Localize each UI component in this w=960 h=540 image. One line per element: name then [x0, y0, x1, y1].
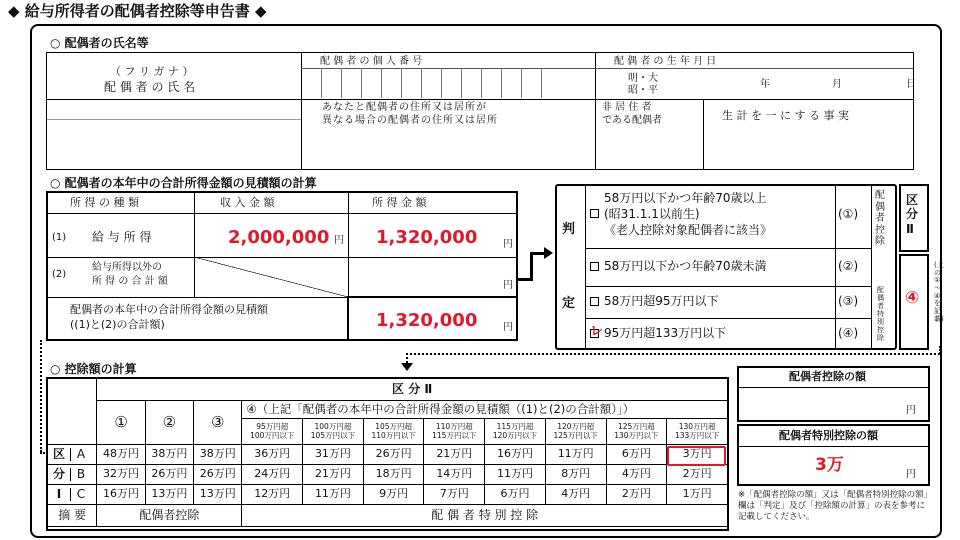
deduction-cell: 13万円 — [194, 485, 242, 505]
judgment-side-1: 判 — [562, 222, 576, 237]
salary-income-value[interactable]: 2,000,000 — [228, 227, 330, 248]
row1-number: (1) — [52, 232, 67, 243]
vertical-label-special: 配偶者特別控除 — [877, 286, 884, 343]
deduction-cell: 13万円 — [145, 485, 193, 505]
result-note: ※「配偶者控除の額」又は「配偶者特別控除の額」欄は「判定」及び「控除額の計算」の表を参考に記載してください。 — [738, 490, 928, 523]
deduction-cell: 6万円 — [606, 445, 667, 465]
option1-number: (①) — [838, 207, 859, 221]
total-amount-value[interactable]: 1,320,000 — [376, 310, 478, 331]
deduction-cell: 3万円 — [667, 445, 728, 465]
table-row — [48, 485, 728, 505]
era1: 明・大 — [628, 73, 658, 84]
deduction-cell: 32万円 — [97, 465, 145, 485]
down-arrow-head — [401, 363, 413, 371]
row2-label-2: 所 得 の 合 計 額 — [92, 276, 168, 287]
row-key: B — [70, 468, 91, 481]
option1-line-c: 《老人控除対象配偶者に該当》 — [604, 223, 773, 237]
total-label-1: 配偶者の本年中の合計所得金額の見積額 — [70, 303, 268, 316]
range-header: 125万円超 130万円以下 — [606, 419, 667, 445]
option1-line-a: 58万円以下かつ年齢70歳以上 — [604, 191, 767, 205]
col4-header: ④（上記「配偶者の本年中の合計所得金額の見積額（(1)と(2)の合計額）」） — [242, 401, 728, 419]
deduction-cell: 14万円 — [424, 465, 485, 485]
special-deduction-unit: 円 — [906, 469, 916, 480]
col1-header: ① — [97, 401, 145, 445]
furigana-label: （ フ リ ガ ナ ） — [110, 65, 194, 78]
salary-amount-value[interactable]: 1,320,000 — [376, 227, 478, 248]
deduction-cell: 8万円 — [545, 465, 606, 485]
deduction-cell: 4万円 — [606, 465, 667, 485]
address-label-1: あなたと配偶者の住所又は居所が — [322, 102, 487, 113]
deduction-cell: 16万円 — [485, 445, 546, 465]
option4-label: 95万円超133万円以下 — [604, 326, 727, 340]
spouse-name-label: 配 偶 者 の 氏 名 — [104, 80, 196, 94]
deduction-cell: 26万円 — [145, 465, 193, 485]
range-header: 110万円超 115万円以下 — [424, 419, 485, 445]
deduction-cell: 4万円 — [545, 485, 606, 505]
deduction-cell: 16万円 — [97, 485, 145, 505]
deduction-cell: 18万円 — [363, 465, 424, 485]
col-income-type: 所 得 の 種 類 — [70, 196, 139, 209]
nonresident-label-1: 非 居 住 者 — [602, 102, 652, 113]
arrow-head — [544, 247, 553, 259]
option4-check-mark: レ — [590, 324, 604, 339]
deduction-cell: 21万円 — [303, 465, 364, 485]
deduction-cell: 9万円 — [363, 485, 424, 505]
kubun1-char: 区 — [52, 446, 65, 461]
deduction-cell: 2万円 — [606, 485, 667, 505]
birth-year: 年 — [760, 79, 770, 90]
deduction-cell: 1万円 — [667, 485, 728, 505]
dotted-connector-h — [406, 353, 940, 355]
kubun2-note: (上の①～④を記載) — [934, 261, 944, 323]
row2-unit: 円 — [503, 280, 513, 291]
mynumber-label: 配 偶 者 の 個 人 番 号 — [320, 56, 423, 67]
page-title: ◆ 給与所得者の配偶者控除等申告書 ◆ — [8, 2, 267, 20]
deduction-cell: 11万円 — [303, 485, 364, 505]
judgment-side-2: 定 — [562, 296, 576, 311]
table-row — [48, 465, 728, 485]
vertical-label-deduction: 配偶者控除 — [875, 190, 885, 247]
row2-number: (2) — [52, 269, 67, 280]
table-row — [48, 445, 728, 465]
deduction-cell: 6万円 — [485, 485, 546, 505]
total-amount-unit: 円 — [503, 322, 513, 333]
era2: 昭・平 — [628, 85, 658, 96]
kubun1-char: Ⅰ — [56, 486, 62, 501]
total-label-2: ((1)と(2)の合計額) — [70, 318, 165, 331]
deduction-amount-label: 配偶者控除の額 — [789, 370, 866, 383]
option1-checkbox[interactable] — [590, 209, 599, 218]
section1-title: ○ 配偶者の氏名等 — [50, 36, 149, 50]
section2-title: ○ 配偶者の本年中の合計所得金額の見積額の計算 — [50, 176, 317, 190]
dotted-connector-left — [40, 340, 42, 452]
deduction-amount-unit: 円 — [906, 405, 916, 416]
birth-month: 月 — [832, 79, 842, 90]
kubun2-header: 区 分 Ⅱ — [97, 379, 728, 401]
range-header: 95万円超 100万円以下 — [242, 419, 303, 445]
option2-number: (②) — [838, 259, 859, 273]
range-header: 130万円超 133万円以下 — [667, 419, 728, 445]
deduction-cell: 31万円 — [303, 445, 364, 465]
deduction-cell: 36万円 — [242, 445, 303, 465]
row-key: A — [70, 448, 91, 461]
address-label-2: 異なる場合の配偶者の住所又は居所 — [322, 115, 498, 126]
deduction-cell: 26万円 — [194, 465, 242, 485]
deduction-cell: 11万円 — [485, 465, 546, 485]
section3-title: ○ 控除額の計算 — [50, 362, 137, 376]
deduction-cell: 38万円 — [145, 445, 193, 465]
option3-number: (③) — [838, 294, 859, 308]
col-amount: 所 得 金 額 — [372, 196, 427, 209]
mynumber-boxes[interactable] — [302, 68, 548, 98]
livelihood-label: 生 計 を 一 に す る 事 実 — [722, 109, 849, 122]
salary-amount-unit: 円 — [503, 239, 513, 250]
deduction-table — [47, 378, 728, 527]
range-header: 120万円超 125万円以下 — [545, 419, 606, 445]
row-key: C — [70, 488, 91, 501]
deduction-cell: 48万円 — [97, 445, 145, 465]
deduction-cell: 38万円 — [194, 445, 242, 465]
special-deduction-value[interactable]: 3万 — [815, 455, 844, 475]
row1-label: 給 与 所 得 — [92, 230, 152, 244]
deduction-cell: 24万円 — [242, 465, 303, 485]
nonresident-label-2: である配偶者 — [602, 115, 662, 126]
range-header: 115万円超 120万円以下 — [485, 419, 546, 445]
range-header: 100万円超 105万円以下 — [303, 419, 364, 445]
col2-header: ② — [145, 401, 193, 445]
salary-income-unit: 円 — [334, 235, 344, 246]
birth-label: 配 偶 者 の 生 年 月 日 — [614, 56, 717, 67]
highlight-selected-cell — [667, 446, 726, 466]
kubun2-header-label: 区分Ⅱ — [906, 193, 919, 236]
special-deduction-label: 配偶者特別控除の額 — [779, 429, 878, 442]
summary-special: 配 偶 者 特 別 控 除 — [242, 505, 728, 527]
deduction-cell: 11万円 — [545, 445, 606, 465]
deduction-cell: 2万円 — [667, 465, 728, 485]
option3-label: 58万円超95万円以下 — [604, 294, 719, 308]
col3-header: ③ — [194, 401, 242, 445]
deduction-cell: 21万円 — [424, 445, 485, 465]
option1-line-b: (昭31.1.1以前生) — [604, 207, 700, 221]
deduction-cell: 12万円 — [242, 485, 303, 505]
deduction-cell: 7万円 — [424, 485, 485, 505]
summary-label: 摘 要 — [48, 505, 97, 527]
col-income: 収 入 金 額 — [220, 196, 275, 209]
range-header: 105万円超 110万円以下 — [363, 419, 424, 445]
kubun1-char: 分 — [52, 466, 65, 481]
deduction-cell: 26万円 — [363, 445, 424, 465]
option3-checkbox[interactable] — [590, 297, 599, 306]
summary-deduction: 配偶者控除 — [97, 505, 242, 527]
birth-day: 日 — [906, 79, 916, 90]
option2-checkbox[interactable] — [590, 262, 599, 271]
row2-label-1: 給与所得以外の — [92, 262, 162, 273]
kubun2-value[interactable]: ④ — [905, 288, 920, 308]
option4-number: (④) — [838, 326, 859, 340]
option2-label: 58万円以下かつ年齢70歳未満 — [604, 259, 767, 273]
